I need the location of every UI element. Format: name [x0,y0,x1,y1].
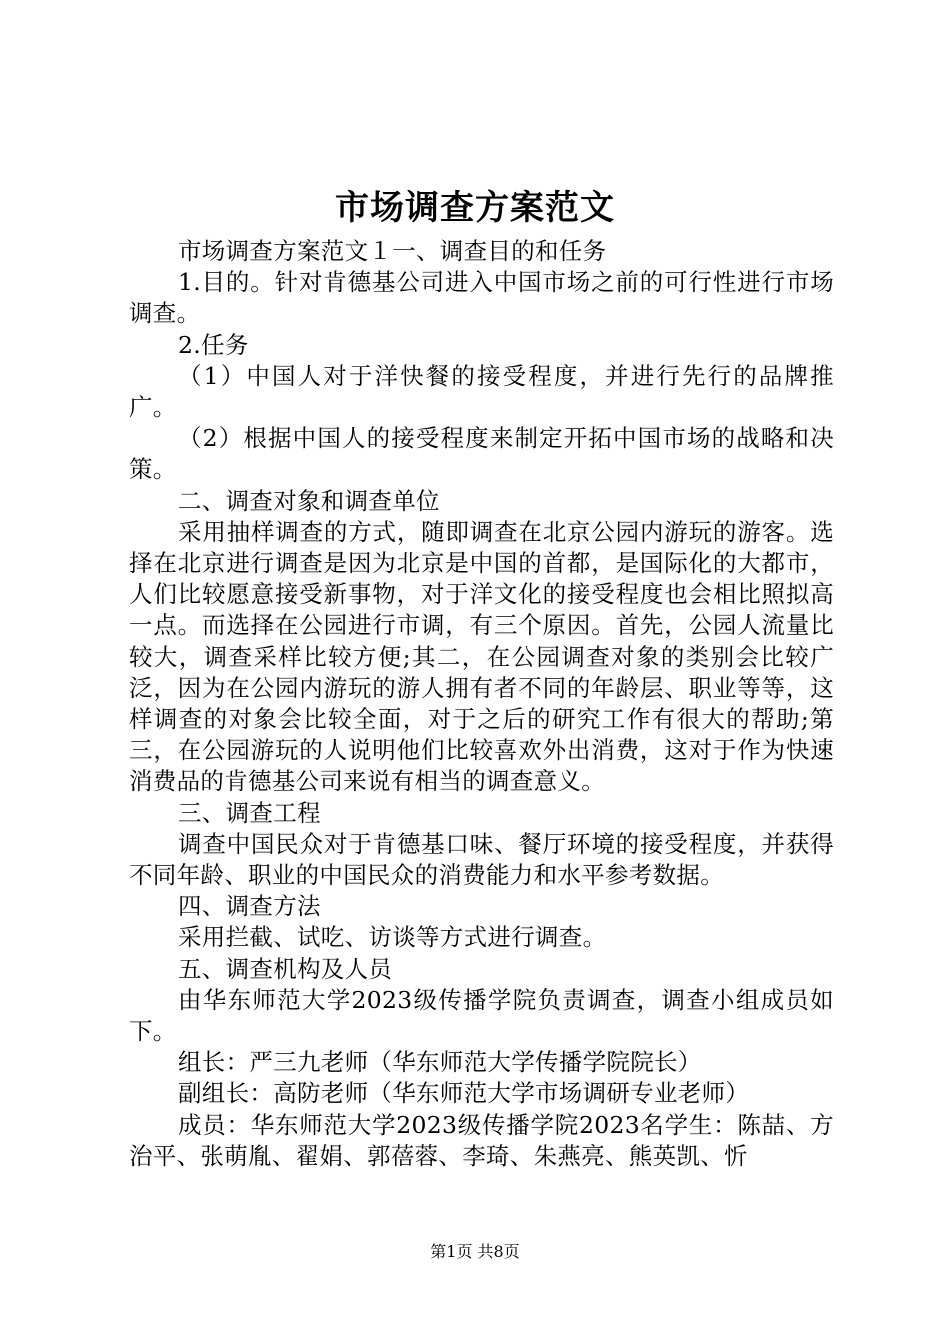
document-title: 市场调查方案范文 [335,188,615,228]
paragraph-intro-heading: 市场调查方案范文１一、调查目的和任务 [178,237,607,265]
paragraph-method: 采用拦截、试吃、访谈等方式进行调查。 [178,923,607,952]
section-heading-organization: 五、调查机构及人员 [178,954,393,983]
document-body [129,236,834,1172]
paragraph-sampling: 采用抽样调查的方式，随即调查在北京公园内游玩的游客。选择在北京进行调查是因为北京是中国的首都，是国际化的大都市，人们比较愿意接受新事物，对于洋文化的接受程度也会相比照拟高一点。而选择在公园进行市调，有三个原因。首先，公园人流量比较大，调查采样比较方便;其二，在公园调查对象的类别会比较广泛，因为在公园内游玩的游人拥有者不同的年龄层、职业等等，这样调查的对象会比较全面，对于之后的研究工作有很大的帮助;第三，在公园游玩的人说明他们比较喜欢外出消费，这对于作为快速消费品的肯德基公司来说有相当的调查意义。 [129,517,834,796]
paragraph-task-2: （2）根据中国人的接受程度来制定开拓中国市场的战略和决策。 [129,424,834,484]
paragraph-task-heading: 2.任务 [178,330,249,359]
paragraph-purpose: 1.目的。针对肯德基公司进入中国市场之前的可行性进行市场调查。 [129,268,834,328]
section-heading-method: 四、调查方法 [178,892,321,921]
paragraph-deputy-leader: 副组长：高防老师（华东师范大学市场调研专业老师） [178,1079,750,1108]
section-heading-project: 三、调查工程 [178,798,321,827]
section-heading-objects: 二、调查对象和调查单位 [178,486,440,515]
paragraph-organization: 由华东师范大学2023级传播学院负责调查，调查小组成员如下。 [129,985,834,1046]
page-footer: 第1页 共8页 [430,1242,520,1261]
paragraph-leader: 组长：严三九老师（华东师范大学传播学院院长） [178,1048,702,1077]
paragraph-members: 成员：华东师范大学2023级传播学院2023名学生：陈喆、方治平、张萌胤、翟娟、郭蓓蓉、李琦、朱燕亮、熊英凯、忻 [129,1110,834,1170]
paragraph-project: 调查中国民众对于肯德基口味、餐厅环境的接受程度，并获得不同年龄、职业的中国民众的消费能力和水平参考数据。 [129,829,834,890]
paragraph-task-1: （1）中国人对于洋快餐的接受程度，并进行先行的品牌推广。 [129,361,834,422]
